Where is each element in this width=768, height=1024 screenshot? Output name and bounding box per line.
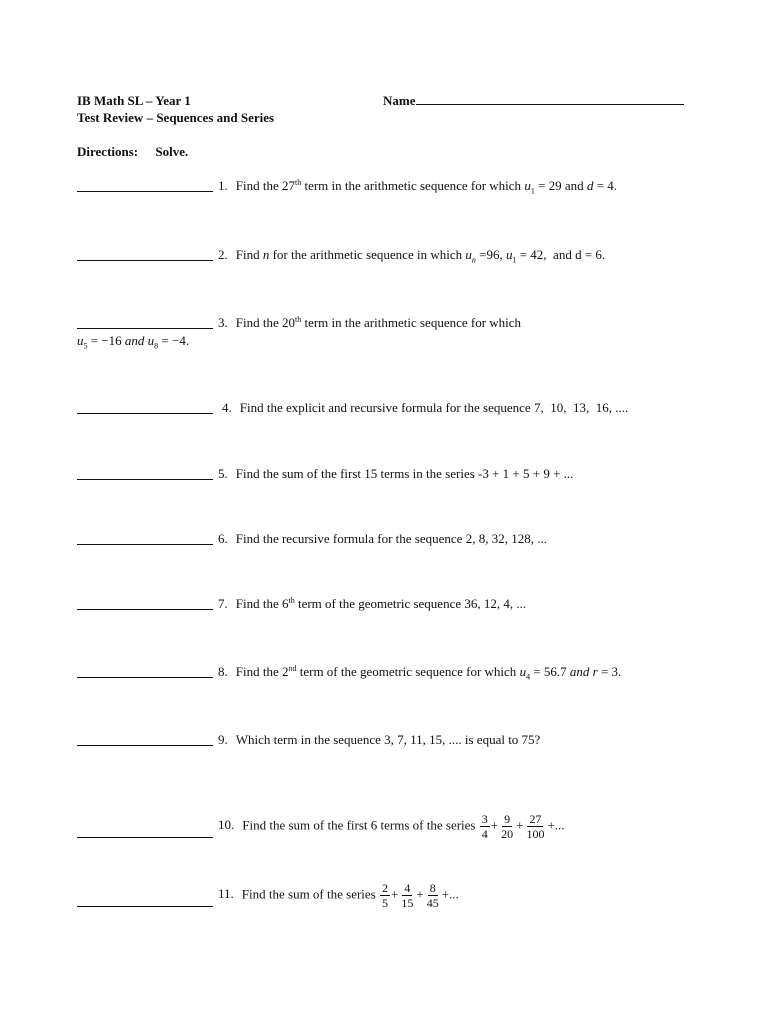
answer-blank-6[interactable] [77, 532, 213, 545]
fraction: $\frac{4}{15}$ [401, 881, 414, 910]
fraction: $\frac{9}{20}$ [501, 812, 514, 841]
page-title: Test Review – Sequences and Series [77, 110, 275, 125]
fraction: $\frac{8}{45}$ [426, 881, 439, 910]
directions-label: Directions: [77, 144, 139, 159]
answer-blank-7[interactable] [77, 597, 213, 610]
question-8: 8. Find the 2nd term of the geometric sequence for which $u_4 = 56.7$ and r = 3. [218, 664, 622, 682]
answer-blank-8[interactable] [77, 665, 213, 678]
answer-blank-11[interactable] [77, 894, 213, 907]
directions [77, 144, 188, 160]
course-title: IB Math SL – Year 1 [77, 93, 191, 108]
question-10: 10. Find the sum of the first 6 terms of the series $\frac{3}{4}$ + $\frac{9}{20}$ + $\frac{27}{100}$ +... [218, 812, 565, 841]
question-1: 1. Find the 27th term in the arithmetic sequence for which $u_1 = 29$ and d = 4. [218, 178, 618, 196]
name-blank[interactable] [416, 93, 684, 105]
fraction: $\frac{2}{5}$ [382, 881, 388, 910]
answer-blank-10[interactable] [77, 825, 213, 838]
name-label: Name [383, 93, 416, 108]
question-5: 5. Find the sum of the first 15 terms in the series -3 + 1 + 5 + 9 + ... [218, 466, 574, 481]
question-4: 4. Find the explicit and recursive formula for the sequence 7, 10, 13, 16, .... [222, 400, 629, 415]
answer-blank-1[interactable] [77, 179, 213, 192]
question-11: 11. Find the sum of the series $\frac{2}{5}$ + $\frac{4}{15}$ + $\frac{8}{45}$ +... [218, 881, 459, 910]
question-6: 6. Find the recursive formula for the sequence 2, 8, 32, 128, ... [218, 531, 547, 546]
fraction: $\frac{3}{4}$ [481, 812, 488, 841]
name-field[interactable] [383, 93, 684, 109]
answer-blank-9[interactable] [77, 733, 213, 746]
question-2: 2. Find n for the arithmetic sequence in which $u_n =96$, $u_1 = 42$, and d = 6. [218, 247, 606, 265]
question-3-continued: $u_5 = -16$ and $u_8 = -4$. [77, 333, 190, 351]
answer-blank-4[interactable] [77, 401, 213, 414]
answer-blank-5[interactable] [77, 467, 213, 480]
question-7: 7. Find the 6th term of the geometric sequence 36, 12, 4, ... [218, 596, 527, 611]
answer-blank-2[interactable] [77, 248, 213, 261]
question-3: 3. Find the 20th term in the arithmetic sequence for which [218, 315, 522, 330]
question-9: 9. Which term in the sequence 3, 7, 11, 15, .... is equal to 75? [218, 732, 541, 747]
answer-blank-3[interactable] [77, 316, 213, 329]
fraction: $\frac{27}{100}$ [526, 812, 545, 841]
directions-text: Solve. [155, 144, 189, 159]
